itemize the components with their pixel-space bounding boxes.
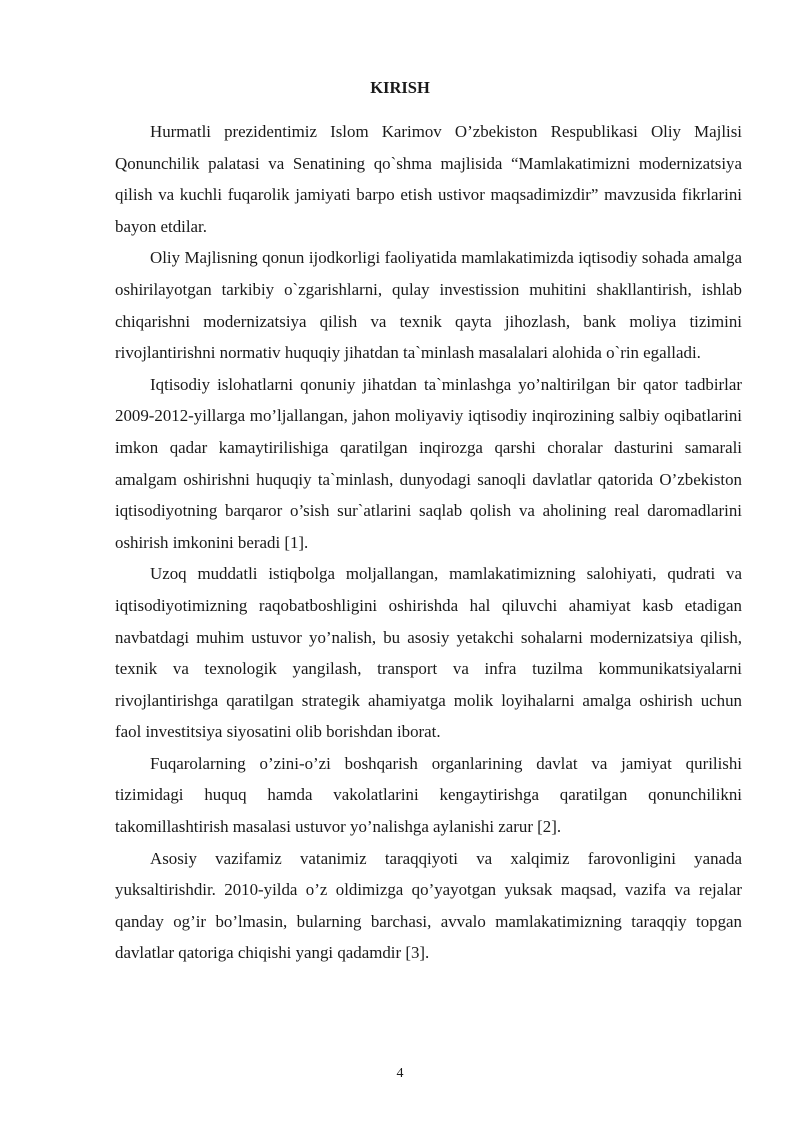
- paragraph: Fuqarolarning o’zini-o’zi boshqarish organlarining davlat va jamiyat qurilishi tizimidagi huquq hamda vakolatlarini kengaytirishga qaratilgan qonunchilikni takomillashtirish masalasi ustuvor yo’nalishga aylanishi zarur [2].: [115, 753, 742, 837]
- paragraph: Oliy Majlisning qonun ijodkorligi faoliyatida mamlakatimizda iqtisodiy sohada amalga oshirilayotgan tarkibiy o`zgarishlarni, qulay investission muhitini shakllantirish, ishlab chiqarishni modernizatsiya qilish va texnik qayta jihozlash, bank moliya tizimini rivojlantirishni normativ huquqiy jihatdan ta`minlash masalalari alohida o`rin egalladi.: [115, 248, 742, 363]
- page-title: KIRISH: [370, 78, 430, 97]
- paragraph: Asosiy vazifamiz vatanimiz taraqqiyoti va xalqimiz farovonligini yanada yuksaltirishdir. 2010-yilda o’z oldimizga qo’yayotgan yuksak maqsad, vazifa va rejalar qanday og’ir bo’lmasin, bularning barchasi, avvalo mamlakatimizning taraqqiy topgan davlatlar qatoriga chiqishi yangi qadamdir [3].: [115, 848, 742, 963]
- paragraph: Uzoq muddatli istiqbolga moljallangan, mamlakatimizning salohiyati, qudrati va iqtisodiyotimizning raqobatboshligini oshirishda hal qiluvchi ahamiyat kasb etadigan navbatdagi muhim ustuvor yo’nalish, bu asosiy yetakchi sohalarni modernizatsiya qilish, texnik va texnologik yangilash, transport va infra tuzilma kommunikatsiyalarni rivojlantirishga qaratilgan strategik ahamiyatga molik loyihalarni amalga oshirish uchun faol investitsiya siyosatini olib borishdan iborat.: [115, 564, 742, 742]
- page-number: 4: [396, 1066, 404, 1081]
- document-body: [115, 116, 742, 969]
- paragraph: Iqtisodiy islohatlarni qonuniy jihatdan ta`minlashga yo’naltirilgan bir qator tadbirlar 2009-2012-yillarga mo’ljallangan, jahon moliyaviy iqtisodiy inqirozining salbiy oqibatlarini imkon qadar kamaytirilishiga qaratilgan inqirozga qarshi choralar dasturini samarali amalgam oshirishni huquqiy ta`minlash, dunyodagi sanoqli davlatlar qatorida O’zbekiston iqtisodiyotning barqaror o’sish sur`atlarini saqlab qolish va aholining real daromadlarini oshirish imkonini beradi [1].: [115, 374, 742, 552]
- paragraph: Hurmatli prezidentimiz Islom Karimov O’zbekiston Respublikasi Oliy Majlisi Qonunchilik palatasi va Senatining qo`shma majlisida “Mamlakatimizni modernizatsiya qilish va kuchli fuqarolik jamiyati barpo etish ustivor maqsadimizdir” mavzusida fikrlarini bayon etdilar.: [115, 122, 742, 236]
